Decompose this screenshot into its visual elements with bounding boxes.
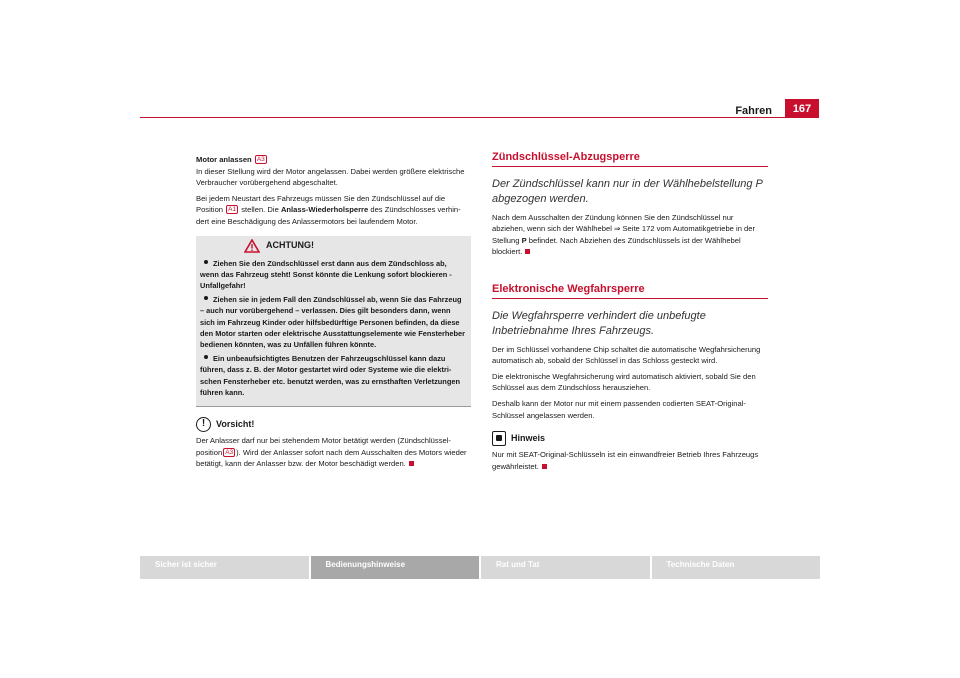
caution-heading [196, 417, 471, 432]
motor-heading: Motor anlassen [196, 155, 252, 164]
restart-paragraph [196, 193, 471, 228]
restart-text-c: des Zündschlosses verhindert eine Beschädigung des Anlassermotors bei laufendem Motor. [196, 205, 461, 226]
abzugsperre-bold: P [521, 235, 527, 245]
warning-item-text: Ziehen sie in jedem Fall den Zündschlüssel ab, wenn Sie das Fahrzeug – auch nur vorübergehend – verlassen. Dies gilt besonders dann, wenn sich im Fahrzeug Kinder oder hilfsbedürftige Personen befinden, da diese den Motor starten oder elektrische Ausstattungselemente wie Fensterheber bedienen könnten, was zu Unfällen führen könnte. [200, 295, 466, 349]
warning-triangle-icon [244, 239, 260, 253]
caution-text-a: Der Anlasser darf nur bei stehendem Motor betätigt werden (Zündschlüsselposition [196, 436, 451, 457]
note-icon [492, 431, 506, 446]
wegfahrsperre-paragraph-2: Die elektronische Wegfahrsicherung wird automatisch aktiviert, sobald Sie den Schlüssel aus dem Zündschloss herausziehen. [492, 371, 756, 393]
bullet-icon [204, 355, 208, 359]
warning-item [200, 258, 467, 292]
motor-text: In dieser Stellung wird der Motor angelassen. Dabei werden größere elektrische Verbraucher vorübergehend abgeschaltet. [196, 166, 465, 188]
position-ref-a3: A3 [225, 448, 234, 456]
warning-title: ACHTUNG! [266, 239, 314, 250]
warning-item-text: Ein unbeaufsichtigtes Benutzen der Fahrzeugschlüssel kann dazu führen, dass z. B. der Motor gestartet wird oder Systeme wie die elektrischen Fensterheber etc. benutzt werden, was zu ernsthaften Verletzungen führen kann. [200, 354, 460, 397]
chapter-title: Fahren [735, 105, 772, 117]
bullet-icon [204, 260, 208, 264]
page-number: 167 [785, 99, 819, 118]
caution-text-b: ). Wird der Anlasser sofort nach dem Ausschalten des Motors wieder betätigt, kann der Anlasser bzw. der Motor beschädigt werden. [196, 447, 467, 469]
restart-bold: Anlass-Wiederholsperre [280, 205, 369, 215]
hinweis-paragraph [492, 449, 768, 472]
caution-title: Vorsicht! [216, 418, 255, 429]
section-end-icon [542, 464, 547, 469]
section-end-icon [409, 461, 414, 466]
wegfahrsperre-paragraph-3: Deshalb kann der Motor nur mit einem passenden codierten SEAT-Original-Schlüssel angelassen werden. [492, 398, 746, 420]
restart-text-b: stellen. Die [241, 205, 279, 215]
tab-rat-und-tat[interactable]: Rat und Tat [481, 556, 650, 579]
header-divider [140, 117, 819, 118]
section-end-icon [525, 249, 530, 254]
hinweis-title: Hinweis [511, 432, 546, 443]
warning-item [200, 294, 467, 350]
warning-item-text: Ziehen Sie den Zündschlüssel erst dann aus dem Zündschloss ab, wenn das Fahrzeug steht! Sonst könnte die Lenkung sofort blockieren - Unfallgefahr! [200, 258, 452, 290]
footer-tabs [140, 556, 820, 579]
warning-heading [244, 239, 467, 253]
bullet-icon [204, 296, 208, 300]
abzugsperre-text-b: befindet. Nach Abziehen des Zündschlüssels ist der Wählhebel blockiert. [492, 235, 741, 257]
hinweis-text: Nur mit SEAT-Original-Schlüsseln ist ein einwandfreier Betrieb Ihres Fahrzeugs gewährleistet. [492, 450, 759, 471]
restart-text-a: Bei jedem Neustart des Fahrzeugs müssen Sie den Zündschlüssel auf die Position [196, 193, 446, 215]
position-ref-a3: A3 [256, 156, 265, 163]
warning-box [196, 236, 471, 407]
warning-item [200, 353, 467, 398]
tab-bedienungshinweise[interactable]: Bedienungshinweise [311, 556, 480, 579]
section-subtitle-abzugsperre: Der Zündschlüssel kann nur in der Wählhebelstellung P abgezogen werden. [492, 177, 763, 205]
hinweis-heading [492, 431, 768, 446]
right-column [492, 152, 768, 476]
tab-technische-daten[interactable]: Technische Daten [652, 556, 821, 579]
section-subtitle-wegfahrsperre: Die Wegfahrsperre verhindert die unbefugte Inbetriebnahme Ihres Fahrzeugs. [492, 309, 706, 337]
section-title-wegfahrsperre: Elektronische Wegfahrsperre [492, 284, 768, 299]
abzugsperre-paragraph [492, 212, 768, 258]
caution-paragraph [196, 435, 471, 470]
position-ref-a1: A1 [228, 206, 237, 214]
section-title-abzugsperre: Zündschlüssel-Abzugsperre [492, 152, 768, 167]
tab-sicher-ist-sicher[interactable]: Sicher ist sicher [140, 556, 309, 579]
abzugsperre-text-a: Nach dem Ausschalten der Zündung können Sie den Zündschlüssel nur abziehen, wenn sich der Wählhebel ⇒ Seite 172 vom Automatikgetriebe in der Stellung [492, 212, 756, 245]
left-column [196, 154, 471, 474]
motor-heading-line [196, 154, 471, 189]
caution-exclamation-icon: ! [196, 417, 211, 432]
wegfahrsperre-paragraph-1: Der im Schlüssel vorhandene Chip schaltet die automatische Wegfahrsicherung automatisch ab, sobald der Schlüssel in das Schloss gesteckt wird. [492, 344, 761, 366]
